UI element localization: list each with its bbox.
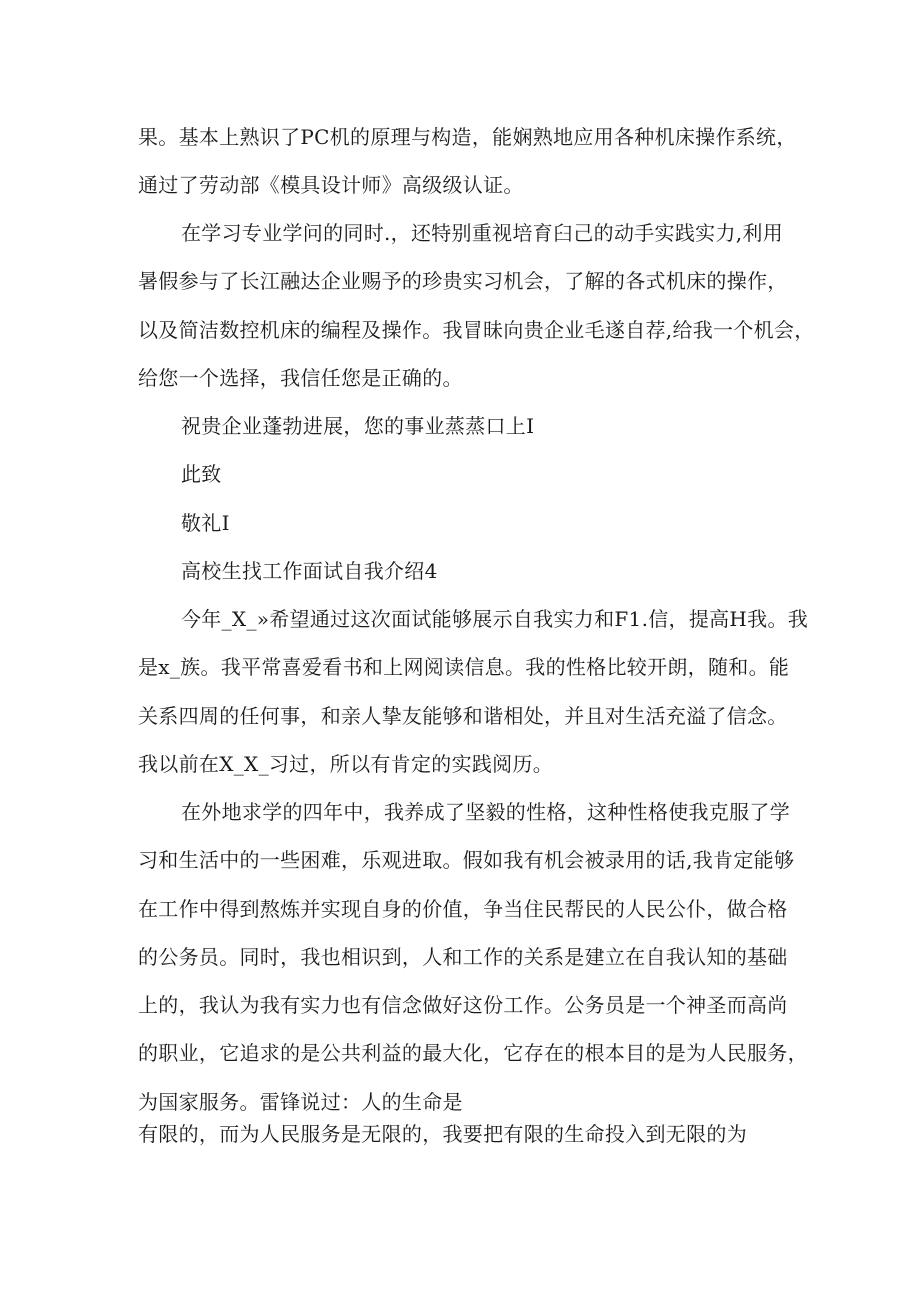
paragraph-line: 今年_X_»希望通过这次面试能够展示自我实力和F1.信，提高H我。我: [181, 607, 809, 631]
paragraph-line: 的职业，它追求的是公共利益的最大化，它存在的根本目的是为人民服务，: [138, 1041, 808, 1065]
paragraph-line: 为国家服务。雷锋说过：人的生命是: [138, 1090, 463, 1114]
paragraph-line: 上的，我认为我有实力也有信念做好这份工作。公务员是一个神圣而高尚: [138, 993, 788, 1017]
paragraph-line: 习和生活中的一些困难，乐观进取。假如我有机会被录用的话,我肯定能够: [138, 848, 795, 872]
salutation-cizhi: 此致: [181, 462, 222, 486]
paragraph-line: 的公务员。同时，我也相识到，人和工作的关系是建立在自我认知的基础: [138, 945, 788, 969]
paragraph-line: 有限的，而为人民服务是无限的，我要把有限的生命投入到无限的为: [138, 1122, 747, 1146]
salutation-jingli: 敬礼I: [181, 511, 230, 535]
paragraph-line: 果。基本上熟识了PC机的原理与构造，能娴熟地应用各种机床操作系统，: [138, 125, 797, 149]
paragraph-line: 关系四周的任何事，和亲人挚友能够和谐相处，并且对生活充溢了信念。: [138, 704, 788, 728]
paragraph-line: 在学习专业学问的同时.，还特别重视培育臼己的动手实践实力,利用: [181, 221, 784, 245]
paragraph-line: 在工作中得到熬炼并实现自身的价值，争当住民帮民的人民公仆，做合格: [138, 897, 788, 921]
paragraph-line: 暑假参与了长江融达企业赐予的珍贵实习机会，了解的各式机床的操作，: [138, 269, 788, 293]
paragraph-line: 我以前在X_X_习过，所以有肯定的实践阅历。: [138, 752, 554, 776]
paragraph-line: 以及简洁数控机床的编程及操作。我冒昧向贵企业毛遂自荐,给我一个机会，: [138, 318, 815, 342]
section-heading: 高校生找工作面试自我介绍4: [181, 559, 438, 583]
paragraph-line: 通过了劳动部《模具设计师》高级级认证。: [138, 173, 524, 197]
paragraph-line: 给您一个选择，我信任您是正确的。: [138, 366, 463, 390]
closing-wish: 祝贵企业蓬勃进展，您的事业蒸蒸口上I: [181, 414, 535, 438]
paragraph-line: 是x_族。我平常喜爱看书和上网阅读信息。我的性格比较开朗，随和。能: [138, 655, 790, 679]
paragraph-line: 在外地求学的四年中，我养成了坚毅的性格，这种性格使我克服了学: [181, 800, 790, 824]
